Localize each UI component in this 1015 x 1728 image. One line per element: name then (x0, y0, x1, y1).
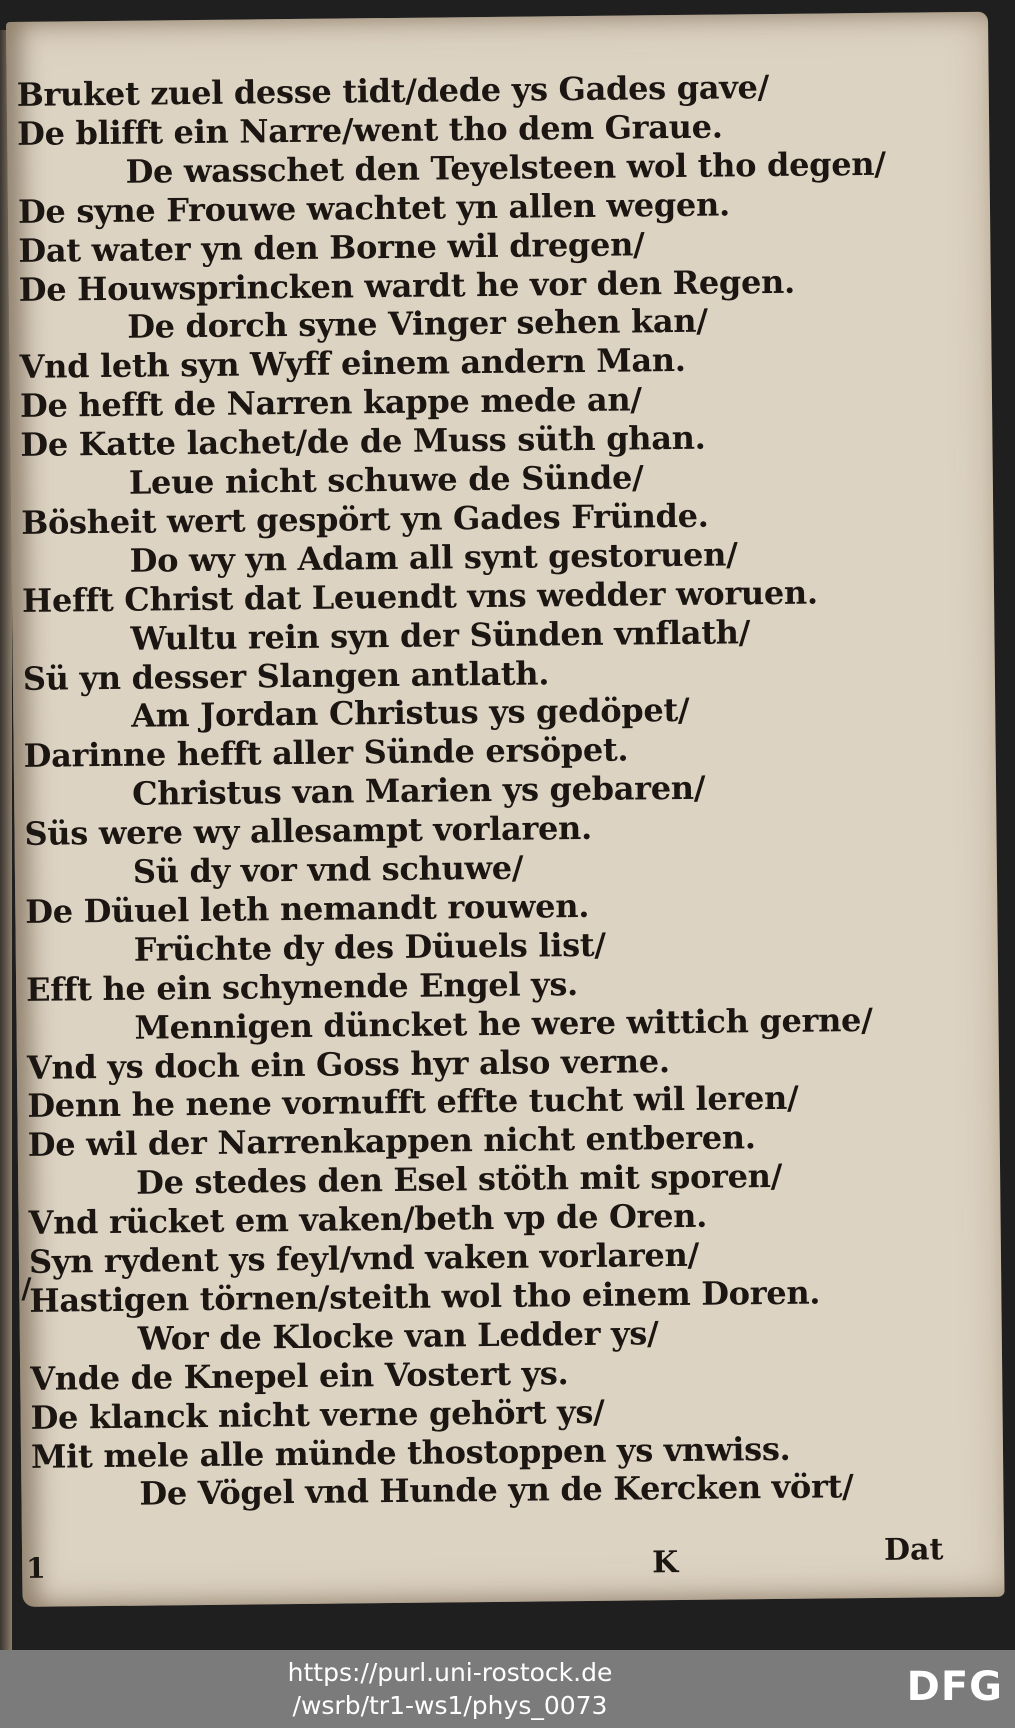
poem-line: De wasschet den Teyelsteen wol tho degen/ (125, 144, 886, 191)
poem-line: Vnde de Knepel ein Vostert ys. (30, 1353, 569, 1398)
poem-line: Syn rydent ys feyl/vnd vaken vorlaren/ (28, 1235, 700, 1281)
book-page (6, 12, 1005, 1607)
poem-line: De hefft de Narren kappe mede an/ (19, 380, 642, 426)
poem-line: Christus van Marien ys gebaren/ (131, 768, 706, 813)
poem-line: Efft he ein schynende Engel ys. (25, 964, 579, 1009)
poem-line: De syne Frouwe wachtet yn allen wegen. (17, 185, 731, 231)
poem-line: De Düuel leth nemandt rouwen. (25, 886, 590, 931)
poem-line: Do wy yn Adam all synt gestoruen/ (129, 535, 738, 580)
poem-line: Leue nicht schuwe de Sünde/ (128, 458, 644, 502)
poem-line: Hastigen törnen/steith wol tho einem Doren. (29, 1273, 821, 1320)
poem-line: Denn he nene vornufft effte tucht wil leren/ (27, 1079, 799, 1126)
poem-line: Mennigen düncket he were wittich gerne/ (134, 1000, 873, 1047)
permalink-line-2[interactable]: /wsrb/tr1-ws1/phys_0073 (292, 1691, 608, 1720)
poem-line: De Houwsprincken wardt he vor den Regen. (18, 262, 796, 309)
poem-text-block (6, 12, 1005, 1607)
catchword: Dat (883, 1532, 944, 1568)
footer-bar (0, 1650, 1015, 1728)
poem-line: Wultu rein syn der Sünden vnflath/ (130, 612, 751, 658)
poem-line: Am Jordan Christus ys gedöpet/ (131, 691, 690, 736)
poem-line: Süs were wy allesampt vorlaren. (24, 809, 593, 853)
poem-line: Dat water yn den Borne wil dregen/ (18, 224, 645, 270)
signature-mark: K (651, 1545, 679, 1581)
poem-line: Sü dy vor vnd schuwe/ (132, 848, 524, 891)
poem-line: De stedes den Esel stöth mit sporen/ (135, 1157, 783, 1202)
permalink[interactable] (0, 1656, 900, 1722)
poem-line: Mit mele alle münde thostoppen ys vnwiss. (30, 1429, 791, 1476)
poem-line: Hefft Christ dat Leuendt vns wedder woruen. (21, 573, 818, 620)
poem-line: De wil der Narrenkappen nicht entberen. (27, 1118, 756, 1165)
poem-line: Vnd ys doch ein Goss hyr also verne. (26, 1041, 670, 1087)
margin-mark: 1 (26, 1551, 46, 1585)
poem-line: Vnd rücket em vaken/beth vp de Oren. (28, 1196, 708, 1242)
poem-line: Bösheit wert gespört yn Gades Fründe. (21, 496, 709, 542)
poem-line: Sü yn desser Slangen antlath. (22, 653, 550, 698)
poem-line: Früchte dy des Düuels list/ (133, 925, 606, 969)
poem-line: Bruket zuel desse tidt/dede ys Gades gave/ (16, 68, 770, 114)
poem-line: De dorch syne Vinger sehen kan/ (127, 302, 708, 347)
poem-line: De Vögel vnd Hunde yn de Kercken vört/ (139, 1467, 854, 1514)
permalink-line-1[interactable]: https://purl.uni-rostock.de (287, 1658, 613, 1687)
poem-line: De klanck nicht verne gehört ys/ (30, 1392, 605, 1437)
margin-mark: / (21, 1271, 32, 1305)
poem-line: De Katte lachet/de de Muss süth ghan. (20, 418, 706, 464)
poem-line: De blifft ein Narre/went tho dem Graue. (16, 107, 723, 153)
poem-line: Wor de Klocke van Ledder ys/ (137, 1314, 659, 1358)
poem-line: Vnd leth syn Wyff einem andern Man. (19, 341, 686, 387)
dfg-logo-icon: DFG (906, 1664, 1003, 1710)
poem-line: Darinne hefft aller Sünde ersöpet. (23, 730, 629, 776)
